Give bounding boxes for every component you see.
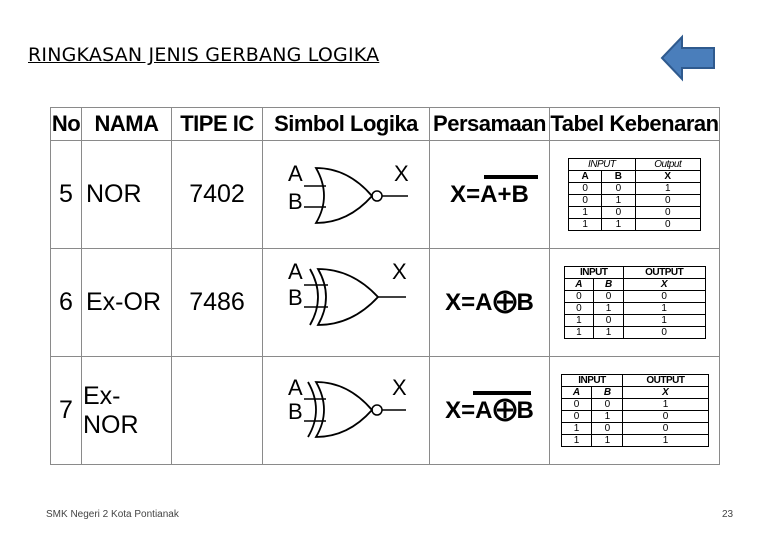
tt-row: 0 0 1 bbox=[569, 183, 701, 195]
header-no: No bbox=[51, 108, 82, 141]
gate-symbol-cell bbox=[263, 141, 430, 249]
tt-col-b: B bbox=[594, 279, 624, 291]
tt-col-x: X bbox=[623, 387, 708, 399]
tt-output-header: OUTPUT bbox=[623, 375, 708, 387]
xor-gate-icon bbox=[266, 249, 426, 349]
tt-col-x: X bbox=[635, 171, 700, 183]
tt-col-a: A bbox=[561, 387, 592, 399]
input-b-label: B bbox=[288, 189, 303, 214]
tt-row: 1 0 0 bbox=[569, 207, 701, 219]
truth-table bbox=[564, 266, 706, 339]
tt-col-a: A bbox=[569, 171, 602, 183]
tt-col-b: B bbox=[592, 387, 623, 399]
equation-cell bbox=[430, 357, 550, 465]
truth-table-cell bbox=[550, 357, 720, 465]
tt-row: 1 1 1 bbox=[561, 435, 708, 447]
header-simbol: Simbol Logika bbox=[263, 108, 430, 141]
tt-row: 1 0 1 bbox=[564, 315, 705, 327]
xor-operator-icon bbox=[493, 290, 517, 314]
input-b-label: B bbox=[288, 285, 303, 310]
header-tabel: Tabel Kebenaran bbox=[550, 108, 720, 141]
gate-name: Ex-OR bbox=[82, 249, 172, 357]
tt-row: 0 1 0 bbox=[561, 411, 708, 423]
tt-row: 0 0 0 bbox=[564, 291, 705, 303]
tt-row: 0 1 0 bbox=[569, 195, 701, 207]
logic-gate-table bbox=[50, 107, 720, 465]
ic-type: 7486 bbox=[172, 249, 263, 357]
header-persamaan: Persamaan bbox=[430, 108, 550, 141]
tt-col-b: B bbox=[602, 171, 635, 183]
equation: X=A B bbox=[445, 289, 534, 316]
footer-school: SMK Negeri 2 Kota Pontianak bbox=[46, 509, 179, 520]
table-row bbox=[51, 357, 720, 465]
gate-symbol-cell bbox=[263, 357, 430, 465]
row-number: 5 bbox=[51, 141, 82, 249]
tt-input-header: INPUT bbox=[564, 267, 623, 279]
output-x-label: X bbox=[392, 259, 407, 284]
back-arrow-icon[interactable] bbox=[660, 34, 718, 82]
xor-operator-icon bbox=[493, 398, 517, 422]
tt-col-a: A bbox=[564, 279, 594, 291]
equation-cell bbox=[430, 141, 550, 249]
truth-table-cell bbox=[550, 249, 720, 357]
page-number: 23 bbox=[722, 509, 734, 520]
equation: X=A+B bbox=[450, 181, 529, 209]
header-nama: NAMA bbox=[82, 108, 172, 141]
table-header-row bbox=[51, 108, 720, 141]
equation: X=A B bbox=[445, 397, 534, 425]
nor-gate-icon bbox=[266, 141, 426, 241]
table-row bbox=[51, 141, 720, 249]
gate-name: Ex-NOR bbox=[82, 357, 172, 465]
ic-type bbox=[172, 357, 263, 465]
table-row bbox=[51, 249, 720, 357]
input-a-label: A bbox=[288, 375, 303, 400]
tt-row: 0 0 1 bbox=[561, 399, 708, 411]
tt-row: 0 1 1 bbox=[564, 303, 705, 315]
gate-symbol-cell bbox=[263, 249, 430, 357]
tt-col-x: X bbox=[623, 279, 705, 291]
tt-input-header: INPUT bbox=[561, 375, 623, 387]
truth-table-cell bbox=[550, 141, 720, 249]
truth-table bbox=[561, 374, 709, 447]
input-a-label: A bbox=[288, 161, 303, 186]
equation-cell bbox=[430, 249, 550, 357]
row-number: 7 bbox=[51, 357, 82, 465]
tt-row: 1 1 0 bbox=[569, 219, 701, 231]
tt-input-header: INPUT bbox=[569, 159, 636, 171]
tt-row: 1 1 0 bbox=[564, 327, 705, 339]
page-title: RINGKASAN JENIS GERBANG LOGIKA bbox=[28, 44, 380, 66]
truth-table bbox=[568, 158, 701, 231]
xnor-gate-icon bbox=[266, 357, 426, 457]
header-tipe-ic: TIPE IC bbox=[172, 108, 263, 141]
tt-output-header: Output bbox=[635, 159, 700, 171]
tt-output-header: OUTPUT bbox=[623, 267, 705, 279]
tt-row: 1 0 0 bbox=[561, 423, 708, 435]
input-b-label: B bbox=[288, 399, 303, 424]
gate-name: NOR bbox=[82, 141, 172, 249]
input-a-label: A bbox=[288, 259, 303, 284]
ic-type: 7402 bbox=[172, 141, 263, 249]
output-x-label: X bbox=[392, 375, 407, 400]
row-number: 6 bbox=[51, 249, 82, 357]
output-x-label: X bbox=[394, 161, 409, 186]
